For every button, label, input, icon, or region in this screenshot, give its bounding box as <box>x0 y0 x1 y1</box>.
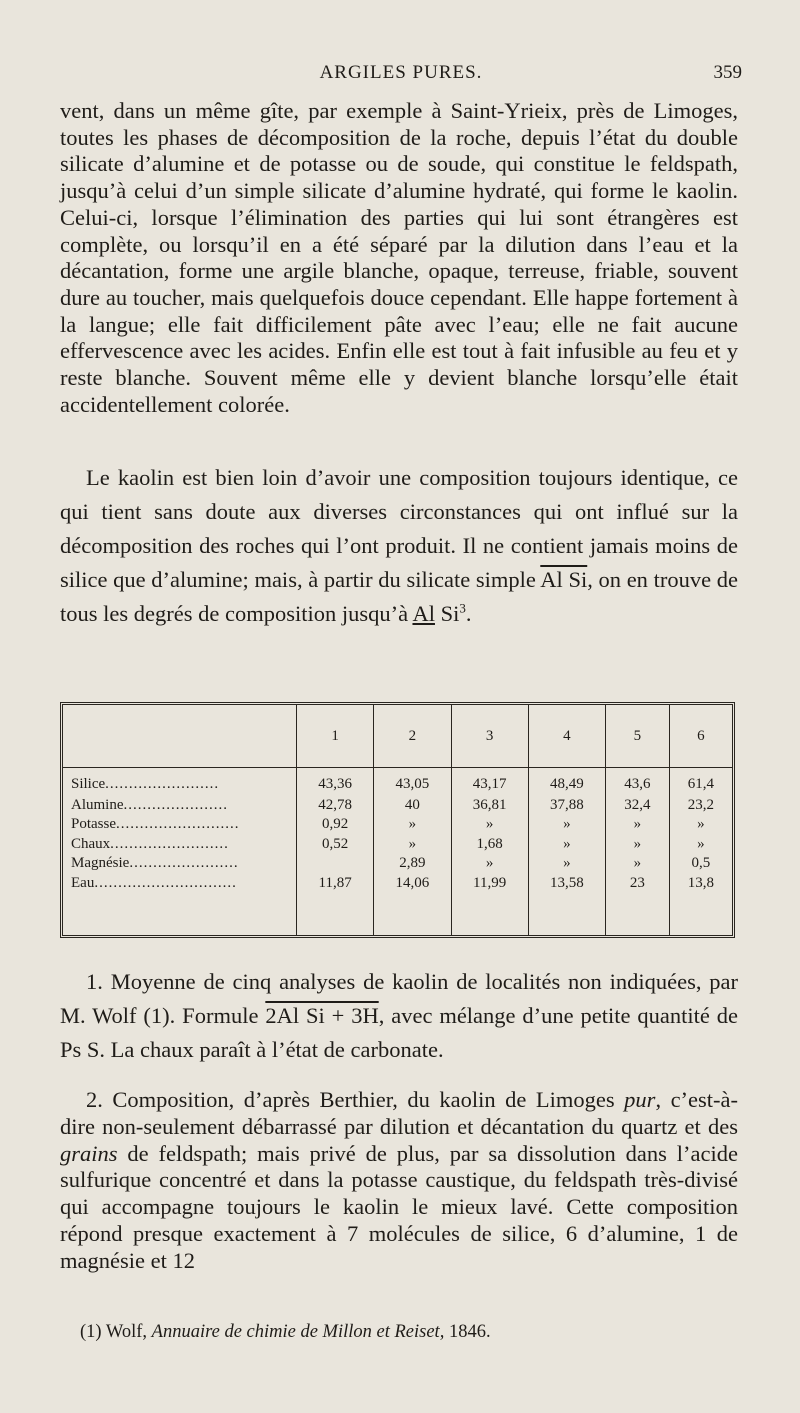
column-header: 5 <box>606 705 670 768</box>
note-text: 2. Composition, d’après Berthier, du kaolin de Limoges <box>86 1087 615 1112</box>
table-cell: 43,05 <box>374 768 451 797</box>
punctuation: . <box>465 601 472 626</box>
note-number: 1. <box>86 969 103 994</box>
note-text: . La chaux paraît à l’état de carbonate. <box>99 1037 444 1062</box>
table-cell: » <box>669 816 732 836</box>
table-row-potasse <box>63 816 732 836</box>
column-header: 3 <box>451 705 528 768</box>
table-cell: » <box>606 855 670 875</box>
table-cell: 48,49 <box>528 768 605 797</box>
chemical-formula: Al <box>412 601 435 626</box>
row-label: Alumine...................... <box>71 796 228 813</box>
body-paragraph-2 <box>60 461 738 631</box>
kaolin-composition-table <box>60 702 735 938</box>
table-row-eau <box>63 875 732 935</box>
table-cell: 32,4 <box>606 797 670 817</box>
footnote-author: Wolf, <box>105 1322 148 1342</box>
note-text: , c’est-à-dire non-seulement débarrassé par dilution et décantation du quartz et des <box>60 1087 739 1139</box>
table-header-blank <box>63 705 297 768</box>
table-cell: » <box>528 816 605 836</box>
table-note-1 <box>60 965 738 1067</box>
paragraph-text: , on en trouve de tous les degrés de composition jusqu’à <box>60 567 738 626</box>
table-cell: 37,88 <box>528 797 605 817</box>
table-cell: » <box>528 836 605 856</box>
table-cell: » <box>451 816 528 836</box>
table-row-alumine <box>63 797 732 817</box>
table-cell: » <box>606 816 670 836</box>
table-row-chaux <box>63 836 732 856</box>
row-label: Potasse.......................... <box>71 816 240 833</box>
running-header <box>60 62 742 92</box>
table-cell: 13,58 <box>528 875 605 935</box>
chemical-formula: Ps S <box>60 1037 100 1062</box>
table-cell: 11,87 <box>297 875 374 935</box>
page-number: 359 <box>713 62 742 83</box>
table-cell: 0,52 <box>297 836 374 856</box>
table-cell: » <box>669 836 732 856</box>
table-cell: 23,2 <box>669 797 732 817</box>
row-label: Magnésie....................... <box>71 855 239 872</box>
table-cell: » <box>374 816 451 836</box>
column-header: 4 <box>528 705 605 768</box>
column-header: 1 <box>297 705 374 768</box>
table-note-2 <box>60 1087 738 1275</box>
footnote-marker: (1) <box>80 1322 102 1342</box>
table-cell: 0,92 <box>297 816 374 836</box>
table-cell: » <box>528 855 605 875</box>
table-cell: 43,17 <box>451 768 528 797</box>
note-text: de feldspath; mais privé de plus, par sa dissolution dans l’acide sulfurique concentré et dans la potasse caustique, du feldspath très-divisé qui accompagne toujours le kaolin le mieux lavé. Cette composition répond presque exactement à 7 molécules de silice, 6 d’alumine, 1 de magnésie et 12 <box>60 1140 738 1273</box>
chemical-formula: Si <box>440 601 460 626</box>
chemical-formula: 2Al Si + 3H <box>265 1003 379 1028</box>
footnote-title: Annuaire de chimie de Millon et Reiset, <box>151 1322 445 1342</box>
row-label: Chaux......................... <box>71 835 229 852</box>
paragraph-text: vent, dans un même gîte, par exemple à Saint-Yrieix, près de Limoges, toutes les phases de décomposition de la roche, depuis l’état du double silicate d’alumine et de potasse ou de soude, qui constitue le feldspath, jusqu’à celui d’un simple silicate d’alumine hydraté, qui forme le kaolin. Celui-ci, lorsque l’élimination des parties qui lui sont étrangères est complète, ou lorsqu’il en a été séparé par la dilution dans l’eau et la décantation, forme une argile blanche, opaque, terreuse, friable, souvent dure au toucher, mais quelquefois douce cependant. Elle happe fortement à la langue; elle fait difficilement pâte avec l’eau; elle ne fait aucune effervescence avec les acides. Enfin elle est tout à fait infusible au feu et y reste blanche. Souvent même elle y devient blanche lorsqu’elle était accidentellement colorée. <box>60 98 738 417</box>
column-header: 6 <box>669 705 732 768</box>
table-cell: 40 <box>374 797 451 817</box>
formula-exponent: 3 <box>459 600 466 616</box>
row-label: Silice........................ <box>71 776 220 792</box>
table-row-magnesie <box>63 855 732 875</box>
footnote-year: 1846. <box>448 1322 491 1342</box>
table-cell <box>297 855 374 875</box>
table-cell: 11,99 <box>451 875 528 935</box>
chemical-formula: Al Si <box>540 567 588 592</box>
table-cell: 2,89 <box>374 855 451 875</box>
table-cell: 14,06 <box>374 875 451 935</box>
row-label: Eau.............................. <box>71 875 237 891</box>
footnote <box>80 1322 491 1343</box>
italic-term: pur <box>624 1087 656 1112</box>
table-cell: 43,36 <box>297 768 374 797</box>
italic-term: grains <box>60 1140 118 1166</box>
running-title: ARGILES PURES. <box>319 62 483 83</box>
column-header: 2 <box>374 705 451 768</box>
table-cell: 1,68 <box>451 836 528 856</box>
note-text: Moyenne de cinq analyses de kaolin de localités non indiquées, par M. Wolf (1). Formule <box>60 969 738 1028</box>
table-row-silice <box>63 768 732 797</box>
paragraph-text: Le kaolin est bien loin d’avoir une composition toujours identique, ce qui tient sans doute aux diverses circonstances qui ont influé sur la décomposition des roches qui l’ont produit. Il ne contient jamais moins de silice que d’alumine; mais, à partir du silicate simple <box>60 465 738 592</box>
table-cell: 61,4 <box>669 768 732 797</box>
table-header-row <box>63 705 732 768</box>
table-cell: » <box>451 855 528 875</box>
table-cell: 23 <box>606 875 670 935</box>
body-paragraph-1 <box>60 98 738 418</box>
note-text: , avec mélange d’une petite quantité de <box>378 1003 739 1028</box>
table-cell: 0,5 <box>669 855 732 875</box>
table-cell: 42,78 <box>297 797 374 817</box>
table-cell: » <box>374 836 451 856</box>
table-cell: » <box>606 836 670 856</box>
table-cell: 36,81 <box>451 797 528 817</box>
table-cell: 13,8 <box>669 875 732 935</box>
table-cell: 43,6 <box>606 768 670 797</box>
